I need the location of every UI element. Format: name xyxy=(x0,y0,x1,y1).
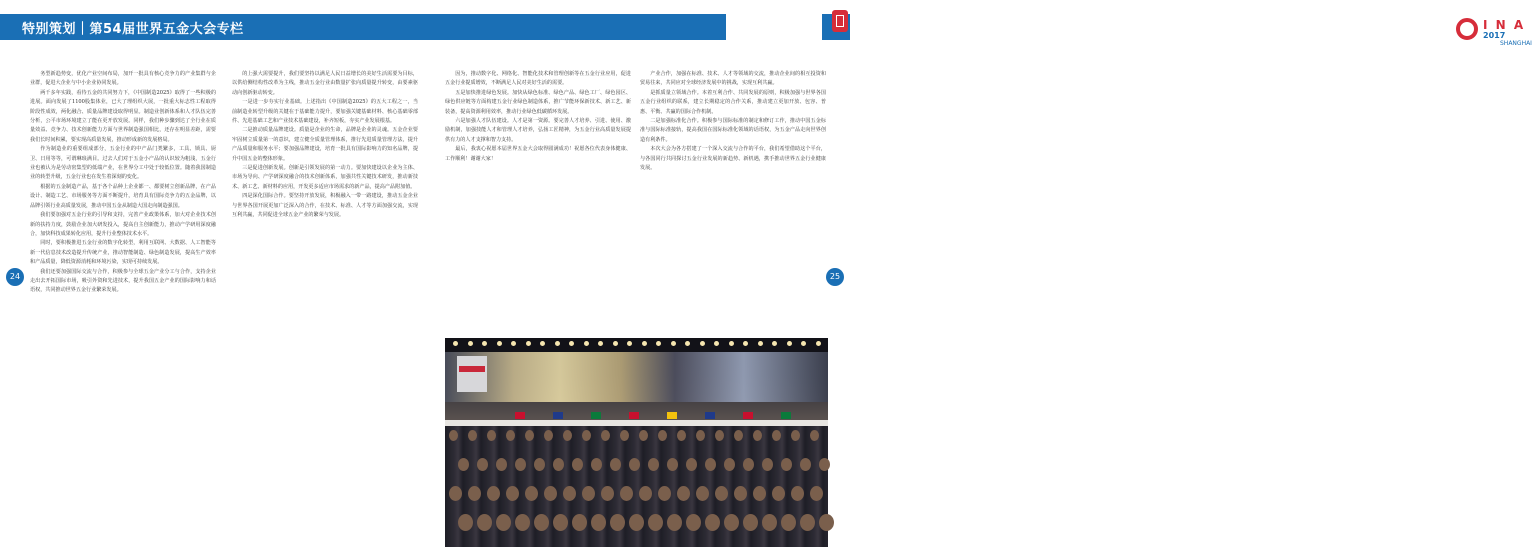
audience-member xyxy=(810,430,819,441)
audience-member xyxy=(762,458,773,471)
audience-member xyxy=(515,514,530,531)
audience-member xyxy=(544,486,557,501)
stage-screen xyxy=(457,356,487,392)
ceiling-light xyxy=(526,341,531,346)
audience-member xyxy=(819,458,830,471)
audience-member xyxy=(658,486,671,501)
audience-member xyxy=(610,458,621,471)
table-flag xyxy=(515,412,525,419)
ceiling-light xyxy=(671,341,676,346)
paragraph: 是抓质量立领域合作。本着互利合作、共同发展的原则，积极加强与世界各国五金行业组织的联系，建立长期稳定的合作关系，推动建立更加开放、包容、普惠、平衡、共赢的国际合作机制。 xyxy=(640,89,826,115)
table-flag xyxy=(629,412,639,419)
audience-member xyxy=(487,486,500,501)
audience-member xyxy=(762,514,777,531)
audience-member xyxy=(496,458,507,471)
audience-member xyxy=(496,514,511,531)
audience-member xyxy=(591,514,606,531)
ceiling-light xyxy=(801,341,806,346)
logo-city: SHANGHAI xyxy=(1500,40,1532,47)
logo-ring-icon xyxy=(1456,18,1478,40)
audience-member xyxy=(572,514,587,531)
page-number-left: 24 xyxy=(6,268,24,286)
paragraph: 五是加快推进绿色发展。加快从绿色标准、绿色产品、绿色工厂、绿色园区、绿色供应链等方面构建五金行业绿色制造体系，推广节能环保新技术、新工艺、新装备，提高资源利用效率，推动行业绿色低碳循环发展。 xyxy=(445,89,631,115)
audience-member xyxy=(525,486,538,501)
audience-member xyxy=(819,514,834,531)
paragraph: 同时，要积极推进五金行业的数字化转型，利用互联网、大数据、人工智能等新一代信息技术改造提升传统产业，推动智能制造、绿色制造发展，提高生产效率和产品质量，降低资源消耗和环境污染，实现可持续发展。 xyxy=(30,240,216,266)
ceiling-light xyxy=(584,341,589,346)
audience-member xyxy=(477,458,488,471)
audience-member xyxy=(563,486,576,501)
audience-member xyxy=(705,458,716,471)
brand-icon xyxy=(832,10,848,32)
audience-member xyxy=(753,430,762,441)
audience-member xyxy=(743,514,758,531)
ceiling-light xyxy=(482,341,487,346)
audience-member xyxy=(506,430,515,441)
audience-member xyxy=(553,514,568,531)
table-flag xyxy=(667,412,677,419)
paragraph: 三是促进创新发展。创新是引领发展的第一动力。要加快建设以企业为主体、市场为导向、产学研深度融合的技术创新体系，加强共性关键技术研发，推动新技术、新工艺、新材料的应用，开发更多适应市场需求的新产品，提高产品附加值。 xyxy=(232,165,418,190)
audience-member xyxy=(525,430,534,441)
ceiling-light xyxy=(613,341,618,346)
ceiling-light xyxy=(453,341,458,346)
paragraph: 四是深化国际合作。要坚持开放发展，积极融入一带一路建设，推动五金企业与世界各国开展更加广泛深入的合作，在技术、标准、人才等方面加强交流，实现互利共赢，共同促进全球五金产业的繁荣与发展。 xyxy=(232,193,418,219)
ceiling-light xyxy=(685,341,690,346)
audience-member xyxy=(515,458,526,471)
table-flag xyxy=(781,412,791,419)
audience-member xyxy=(648,514,663,531)
ceiling-light xyxy=(627,341,632,346)
audience-member xyxy=(724,458,735,471)
ceiling-light xyxy=(729,341,734,346)
audience-member xyxy=(449,486,462,501)
audience-member xyxy=(800,458,811,471)
audience-member xyxy=(648,458,659,471)
paragraph: 作为制造业的重要组成部分，五金行业的中产品门类繁多，工具、锁具、厨卫、日用等等，可谓琳琅满目。过去人们对于五金小产品的认识较为粗浅，五金行业也被认为是劳动密集型的低端产业，在世界分工中处于较低位置。随着我国制造业的转型升级，五金行业也在发生着深刻的变化。 xyxy=(30,146,216,181)
paragraph: 我们还要加强国际交流与合作，积极参与全球五金产业分工与合作，支持企业走出去开拓国际市场，吸引外资和先进技术，提升我国五金产业的国际影响力和话语权，共同推动世界五金行业繁荣发展。 xyxy=(30,268,216,294)
audience-member xyxy=(715,430,724,441)
text-column-2 xyxy=(232,70,418,550)
audience-member xyxy=(620,430,629,441)
ceiling-lights xyxy=(445,338,828,352)
audience-member xyxy=(734,430,743,441)
ceiling-light xyxy=(772,341,777,346)
paragraph: 二是加强标准化合作。积极参与国际标准的制定和修订工作，推动中国五金标准与国际标准接轨，提高我国在国际标准化领域的话语权，为五金产品走向世界创造有利条件。 xyxy=(640,118,826,143)
audience-member xyxy=(743,458,754,471)
conference-photo xyxy=(445,338,828,547)
audience-member xyxy=(810,486,823,501)
audience-member xyxy=(563,430,572,441)
audience-member xyxy=(696,430,705,441)
audience-member xyxy=(658,430,667,441)
audience-member xyxy=(734,486,747,501)
audience-member xyxy=(686,458,697,471)
audience-member xyxy=(791,486,804,501)
paragraph: 六是加强人才队伍建设。人才是第一资源。要完善人才培养、引进、使用、激励机制，加强技能人才和管理人才培养，弘扬工匠精神，为五金行业高质量发展提供有力的人才支撑和智力支持。 xyxy=(445,118,631,143)
page-header xyxy=(0,0,1532,58)
ina-logo xyxy=(726,8,1532,47)
audience-member xyxy=(582,430,591,441)
audience-member xyxy=(449,430,458,441)
text-column-3 xyxy=(445,70,631,370)
paragraph: 产业合作，加强在标准、技术、人才等领域的交流，推动企业间的相互投资和贸易往来，共同应对全球经济发展中的挑战，实现互利共赢。 xyxy=(640,71,826,87)
audience-member xyxy=(686,514,701,531)
ceiling-light xyxy=(540,341,545,346)
audience-member xyxy=(677,430,686,441)
paragraph: 因为，推动数字化、网络化、智能化技术和管理创新等在五金行业应用，促进五金行业提质增效，不断满足人民对美好生活的需要。 xyxy=(445,71,631,87)
audience-member xyxy=(458,458,469,471)
ceiling-light xyxy=(816,341,821,346)
audience-member xyxy=(677,486,690,501)
ceiling-light xyxy=(497,341,502,346)
text-column-1 xyxy=(30,70,216,550)
ceiling-light xyxy=(642,341,647,346)
paragraph: 我们要加强对五金行业的引导和支持，完善产业政策体系，加大对企业技术创新的扶持力度，鼓励企业加大研发投入，提高自主创新能力，推动产学研用深度融合，加快科技成果转化应用，提升行业整体技术水平。 xyxy=(30,212,216,237)
ceiling-light xyxy=(511,341,516,346)
ceiling-light xyxy=(787,341,792,346)
audience-member xyxy=(639,486,652,501)
audience-member xyxy=(772,430,781,441)
paragraph: 本次大会为各方搭建了一个深入交流与合作的平台，我们希望借助这个平台，与各国同行共同探讨五金行业发展的新趋势、新机遇，携手推动世界五金行业健康发展。 xyxy=(640,146,826,172)
audience-member xyxy=(791,430,800,441)
paragraph: 两千多年实践，看待五金的共同努力下，《中国制造2025》取得了一些积极的进展。面向发展了1100股集体业，已大了理组织大展，一批重大标志性工程取得阶段性成效，两化融合、质量品牌建设取得明显。制造业创新体系和人才队伍完善分析，公平市场环境建立了能在更开放发展。同样，我们种步骤到达了全行业在质量效益、竞争力、技术创新能力方面与世界制造强国相比，还存在明显差距，需要我们长时间积累，要实现高质量发展，推动形成新的发展格局。 xyxy=(30,89,216,143)
ceiling-light xyxy=(743,341,748,346)
audience-member xyxy=(724,514,739,531)
audience-member xyxy=(696,486,709,501)
audience-member xyxy=(544,430,553,441)
paragraph: 的上强大需要提升，我们要坚持以满足人民日益增长的美好生活需要为目标，以供给侧结构性改革为主线，推动五金行业由数量扩张向质量提升转变，由要素驱动向创新驱动转变。 xyxy=(232,71,418,96)
audience-member xyxy=(781,514,796,531)
ceiling-light xyxy=(714,341,719,346)
paragraph: 根据的五金制造产品，基于各个品种上企业都一、都要树立创新品牌，在产品设计、制造工艺、市场服务等方面不断提升，培育具有国际竞争力的五金品牌，以品牌引领行业高质量发展，推动中国五金从制造大国走向制造强国。 xyxy=(30,183,216,209)
audience-member xyxy=(629,514,644,531)
logo-letters: I N A xyxy=(1483,18,1526,32)
audience-member xyxy=(610,514,625,531)
audience-member xyxy=(468,486,481,501)
paragraph: 务型新趋势变，优化产业空间布局，加开一批具有核心竞争力的产业集群与企业群，促进大企业与中小企业协同发展。 xyxy=(30,71,216,87)
stage-banner xyxy=(459,366,485,372)
audience-member xyxy=(477,514,492,531)
audience-member xyxy=(582,486,595,501)
audience-member xyxy=(534,514,549,531)
audience-member xyxy=(591,458,602,471)
audience-member xyxy=(468,430,477,441)
audience-member xyxy=(667,514,682,531)
ceiling-light xyxy=(700,341,705,346)
audience-member xyxy=(629,458,640,471)
audience-member xyxy=(753,486,766,501)
stage-backdrop xyxy=(445,352,828,402)
text-column-4 xyxy=(640,70,826,330)
audience-member xyxy=(705,514,720,531)
audience-member xyxy=(572,458,583,471)
page-number-right: 25 xyxy=(826,268,844,286)
audience-member xyxy=(781,458,792,471)
audience-member xyxy=(715,486,728,501)
ceiling-light xyxy=(569,341,574,346)
paragraph: 最后，我衷心祝愿本届世界五金大会取得圆满成功！祝愿各位代表身体健康、工作顺利！谢谢大家！ xyxy=(445,146,631,162)
audience-member xyxy=(620,486,633,501)
section-title: 特别策划｜第54届世界五金大会专栏 xyxy=(22,22,244,37)
ceiling-light xyxy=(555,341,560,346)
ceiling-light xyxy=(598,341,603,346)
audience-member xyxy=(458,514,473,531)
table-flag xyxy=(553,412,563,419)
audience-member xyxy=(506,486,519,501)
table-flag xyxy=(705,412,715,419)
paragraph: 一是进一步夯实行业基础。上述指出《中国制造2025》的五大工程之一，当前制造业转型升级的关键在于基础能力提升，要加强关键基础材料、核心基础零部件、先进基础工艺和产业技术基础建设，补齐短板，夯实产业发展根基。 xyxy=(232,99,418,125)
ceiling-light xyxy=(468,341,473,346)
audience-member xyxy=(772,486,785,501)
table-flag xyxy=(591,412,601,419)
audience-member xyxy=(667,458,678,471)
ceiling-light xyxy=(758,341,763,346)
ceiling-light xyxy=(656,341,661,346)
audience-member xyxy=(534,458,545,471)
audience-member xyxy=(487,430,496,441)
audience-member xyxy=(800,514,815,531)
paragraph: 二是推动质量品牌建设。质量是企业的生命，品牌是企业的灵魂。五金企业要牢固树立质量第一的意识，建立健全质量管理体系，推行先进质量管理方法，提升产品质量和服务水平；要加强品牌建设，培育一批具有国际影响力的知名品牌，提升中国五金的整体形象。 xyxy=(232,127,418,162)
table-flag xyxy=(743,412,753,419)
audience-member xyxy=(601,486,614,501)
audience-member xyxy=(639,430,648,441)
audience-member xyxy=(601,430,610,441)
logo-year: 2017 xyxy=(1483,31,1506,40)
audience-member xyxy=(553,458,564,471)
